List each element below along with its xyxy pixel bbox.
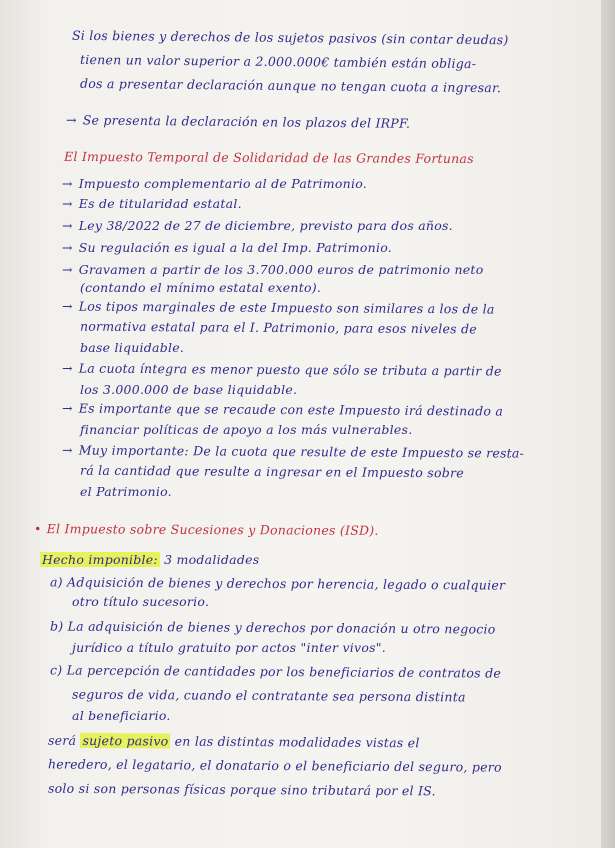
list-item-continuation: normativa estatal para el I. Patrimonio, para esos niveles de (79, 318, 477, 337)
modalidad-item: b) La adquisición de bienes y derechos por donación u otro negocio (49, 618, 496, 637)
list-item: → La cuota íntegra es menor puesto que sólo se tributa a partir de (61, 360, 502, 379)
list-item: → Es importante que se recaude con este Impuesto irá destinado a (61, 400, 504, 419)
list-item-continuation: (contando el mínimo estatal exento). (80, 280, 322, 295)
list-item-continuation: los 3.000.000 de base liquidable. (80, 382, 298, 397)
modalidad-continuation: otro título sucesorio. (72, 594, 210, 609)
modalidad-continuation: seguros de vida, cuando el contratante sea persona distinta (71, 686, 466, 705)
arrow-icon: → (62, 240, 73, 255)
hecho-imponible-highlight: Hecho imponible: (42, 552, 158, 567)
modalidad-item: c) La percepción de cantidades por los beneficiarios de contratos de (49, 662, 502, 681)
modalidad-item: a) Adquisición de bienes y derechos por herencia, legado o cualquier (49, 574, 506, 593)
list-item: → Es de titularidad estatal. (62, 196, 242, 211)
list-item: → Gravamen a partir de los 3.700.000 euros de patrimonio neto (62, 262, 484, 277)
arrow-icon: → (62, 262, 73, 277)
list-item-continuation: financiar políticas de apoyo a los más vulnerables. (80, 422, 413, 437)
list-item: → Los tipos marginales de este Impuesto son similares a los de la (61, 298, 495, 317)
list-item: → Ley 38/2022 de 27 de diciembre, previsto para dos años. (62, 218, 453, 233)
intro-point-text: Se presenta la declaración en los plazos del IRPF. (82, 112, 411, 131)
bullet-icon: • (33, 521, 42, 537)
arrow-icon: → (62, 196, 73, 211)
intro-line: dos a presentar declaración aunque no tengan cuota a ingresar. (79, 75, 502, 96)
modalidad-continuation: jurídico a título gratuito por actos "inter vivos". (72, 640, 387, 655)
arrow-icon: → (61, 400, 73, 416)
modalidad-letter: a) (49, 574, 63, 590)
sujeto-pasivo-line: será sujeto pasivo en las distintas modalidades vistas el (47, 732, 420, 751)
arrow-icon: → (61, 298, 73, 314)
page-edge-shadow (601, 0, 615, 848)
list-item-continuation: el Patrimonio. (80, 484, 172, 499)
modalidad-continuation: al beneficiario. (72, 708, 171, 723)
list-item-continuation: rá la cantidad que resulte a ingresar en el Impuesto sobre (79, 462, 464, 481)
intro-line: tienen un valor superior a 2.000.000€ también están obliga- (79, 51, 477, 72)
sujeto-pasivo-continuation: solo si son personas físicas porque sino tributará por el IS. (47, 780, 436, 799)
arrow-icon: → (61, 360, 73, 376)
arrow-icon: → (62, 176, 73, 191)
list-item: → Su regulación es igual a la del Imp. Patrimonio. (62, 240, 392, 255)
arrow-icon: → (61, 442, 73, 458)
intro-line: Si los bienes y derechos de los sujetos pasivos (sin contar deudas) (71, 27, 509, 48)
modalidad-letter: b) (49, 618, 64, 634)
modalidad-letter: c) (49, 662, 63, 678)
section-title-isd: • El Impuesto sobre Sucesiones y Donaciones (ISD). (33, 521, 379, 538)
hecho-imponible-line: Hecho imponible: 3 modalidades (42, 552, 260, 567)
sujeto-pasivo-highlight: sujeto pasivo (82, 732, 169, 749)
arrow-icon: → (62, 218, 73, 233)
sujeto-pasivo-continuation: heredero, el legatario, el donatario o el beneficiario del seguro, pero (47, 756, 502, 775)
list-item-continuation: base liquidable. (80, 340, 185, 355)
arrow-icon: → (65, 112, 77, 128)
section-title-itsgf: El Impuesto Temporal de Solidaridad de las Grandes Fortunas (63, 148, 474, 167)
list-item: → Impuesto complementario al de Patrimonio. (62, 176, 367, 191)
intro-point (66, 112, 410, 132)
list-item: → Muy importante: De la cuota que resulte de este Impuesto se resta- (61, 442, 525, 461)
